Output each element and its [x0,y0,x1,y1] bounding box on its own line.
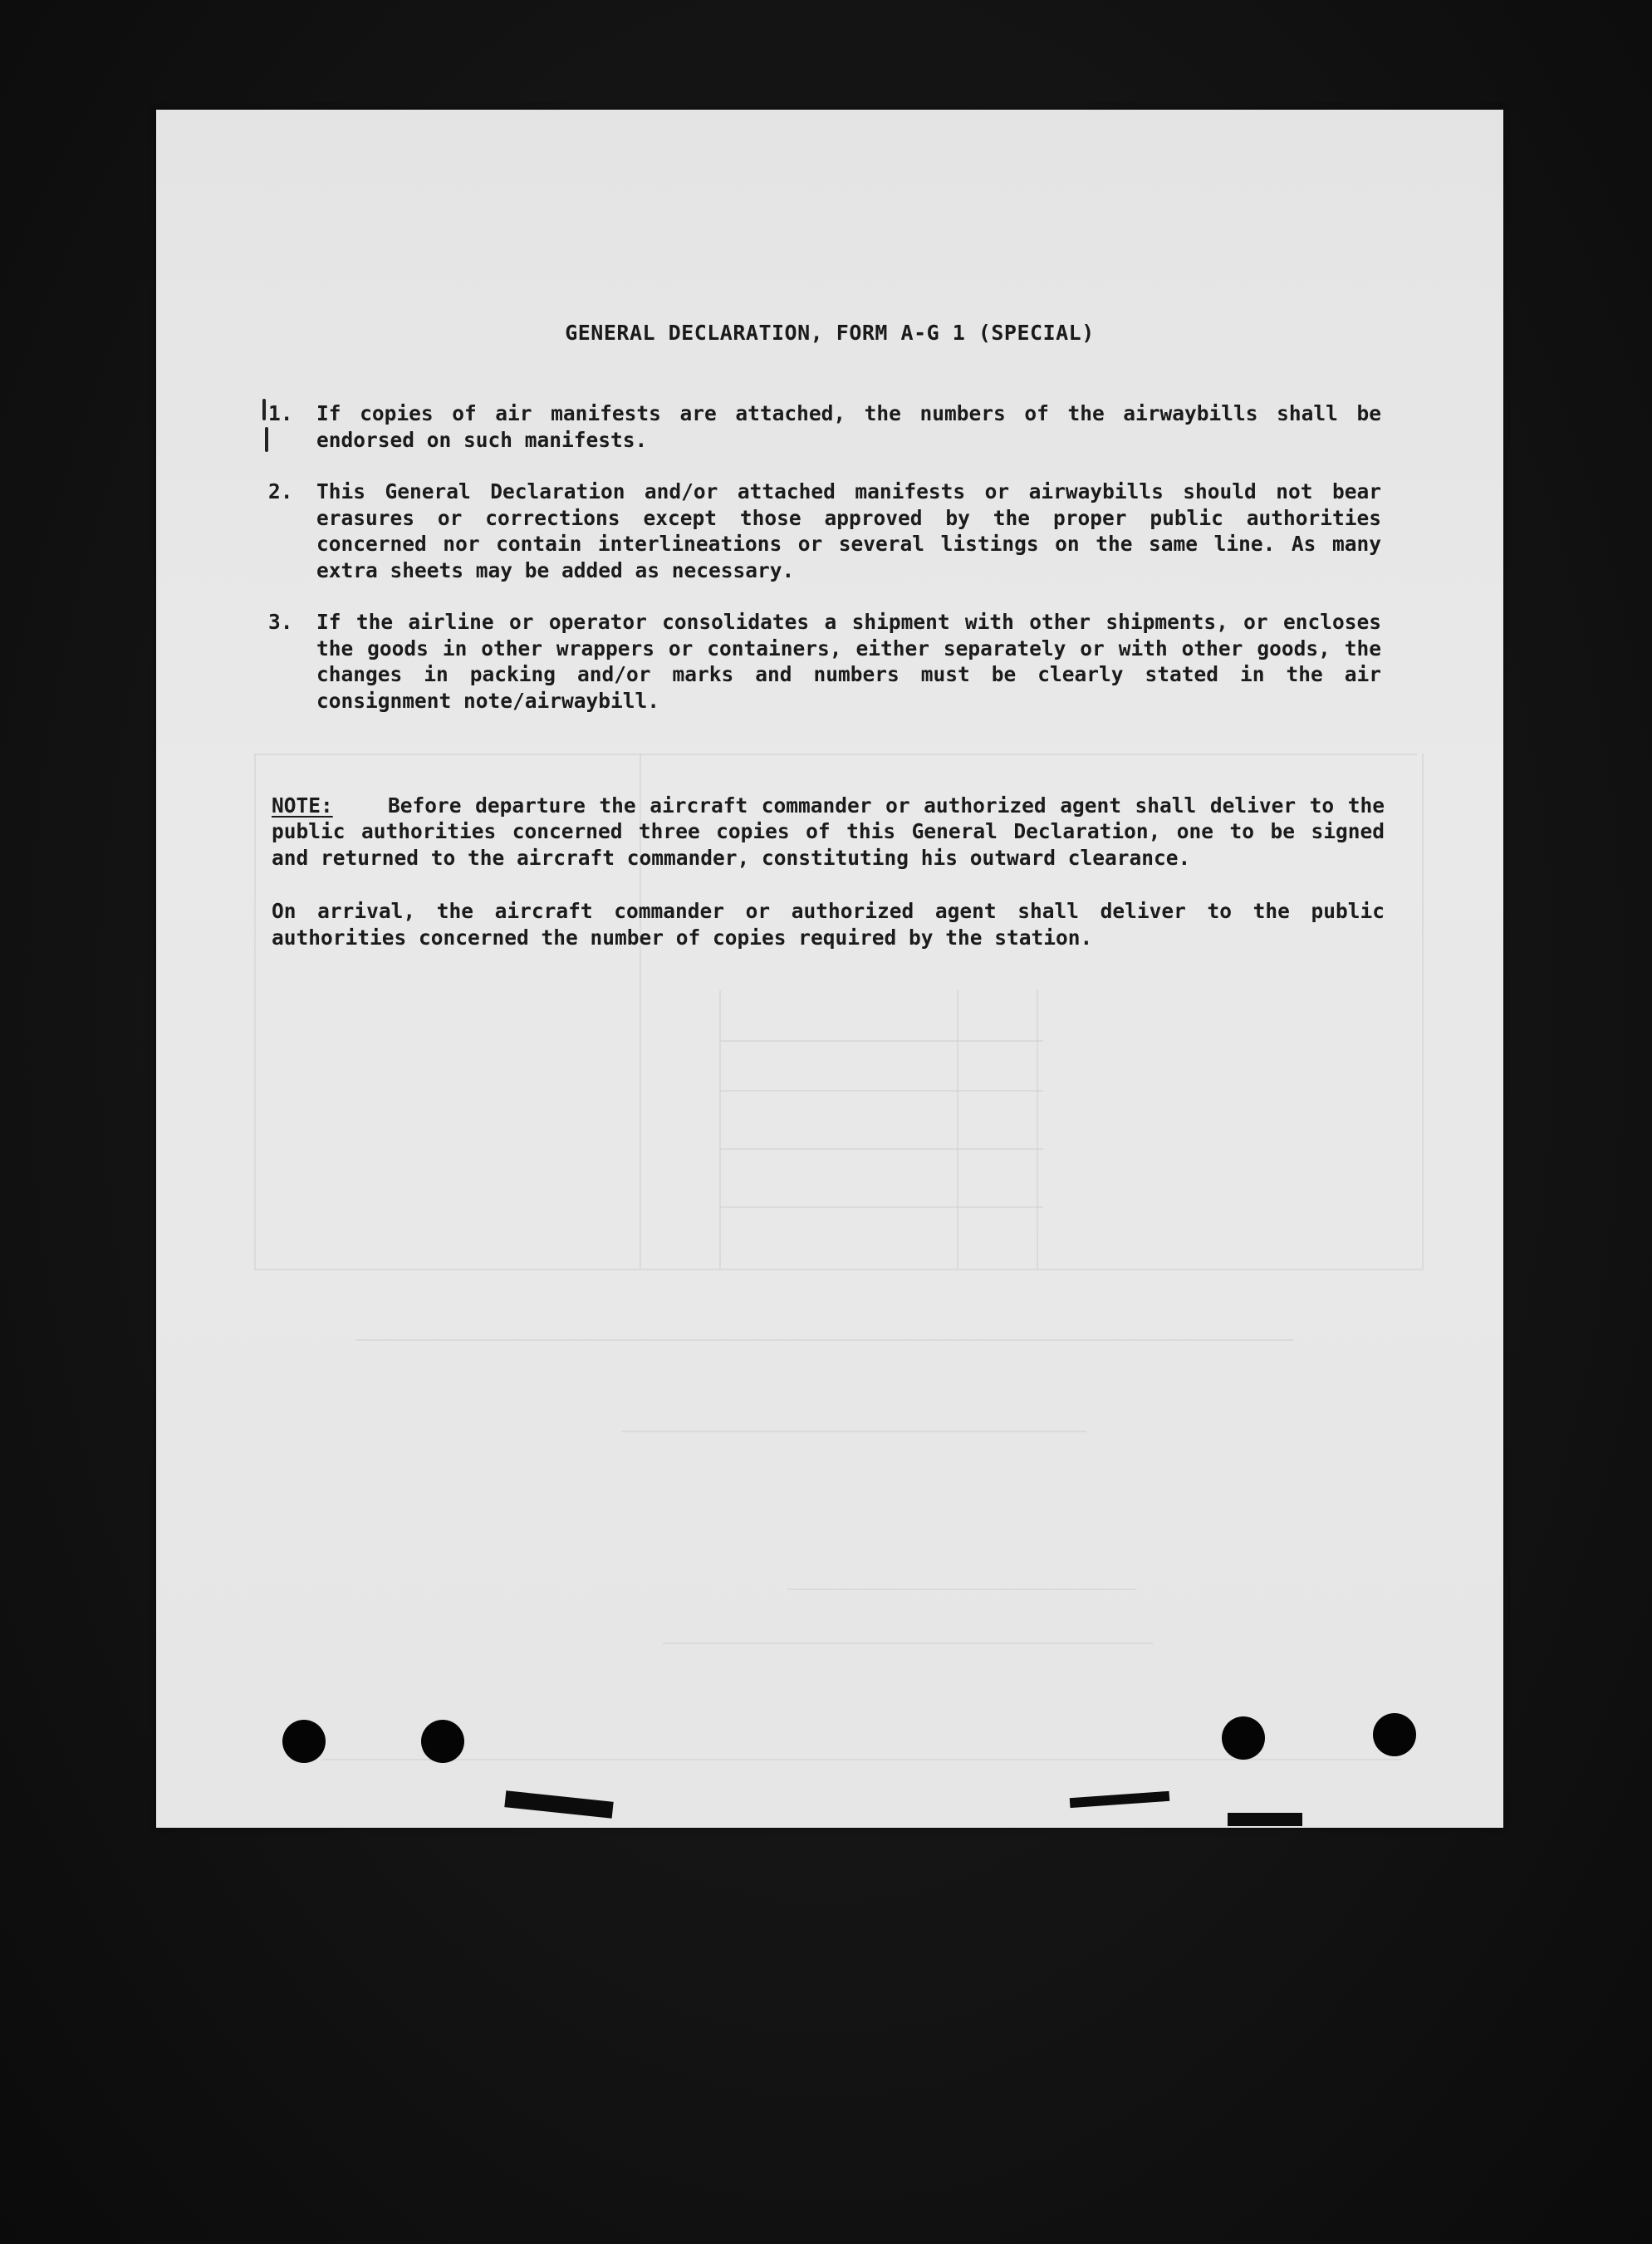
bleed-line [719,1206,1043,1208]
document-title: GENERAL DECLARATION, FORM A-G 1 (SPECIAL) [565,321,1095,345]
item-number: 2. [268,479,293,503]
bleed-line [719,1148,1043,1150]
bleed-line [621,1431,1086,1432]
bleed-line [663,1642,1153,1644]
bleed-line [719,990,721,1269]
note-text: Before departure the aircraft commander or authorized agent shall deliver to the public authorities concerned three copies of this General Declaration, one to be signed and returned to the aircraft commander, constituting his outward clearance. [272,793,1385,870]
document-page [156,110,1503,1828]
item-number: 3. [268,610,293,634]
punch-hole [282,1720,326,1763]
punch-hole [1373,1713,1416,1756]
instruction-item-2 [268,479,1381,583]
torn-edge [504,1790,613,1818]
item-text: If copies of air manifests are attached, the numbers of the airwaybills shall be endorsed on such manifests. [316,401,1381,452]
instruction-item-3 [268,609,1381,714]
item-text: This General Declaration and/or attached manifests or airwaybills should not bear erasures or corrections except those approved by the proper public authorities concerned nor contain interlineations or several listings on the same line. As many extra sheets may be added as necessary. [316,479,1381,582]
bleed-line [719,1090,1043,1092]
item-number: 1. [268,401,293,425]
torn-edge [1070,1791,1170,1808]
note-paragraph [272,766,1385,871]
torn-edge [1228,1813,1302,1826]
punch-hole [421,1720,464,1763]
bleed-line [957,990,958,1269]
punch-hole [1222,1716,1265,1760]
arrival-paragraph: On arrival, the aircraft commander or authorized agent shall deliver to the public authorities concerned the number of copies required by the station. [272,899,1385,950]
note-label: NOTE: [272,793,333,818]
instruction-item-1 [268,400,1381,453]
bleed-line [787,1588,1136,1590]
item-text: If the airline or operator consolidates a shipment with other shipments, or encloses the goods in other wrappers or containers, either separately or with other goods, the changes in packing and/or marks and numbers must be clearly stated in the air consignment note/airwaybill. [316,610,1381,713]
bleed-line [1422,754,1424,1269]
bleed-line [254,754,256,1269]
pen-mark [262,399,266,420]
bleed-line [254,1269,1424,1270]
bleed-line [355,1339,1294,1341]
bleed-line [719,1040,1043,1042]
bleed-line [254,754,1417,755]
bleed-line [1037,990,1038,1269]
